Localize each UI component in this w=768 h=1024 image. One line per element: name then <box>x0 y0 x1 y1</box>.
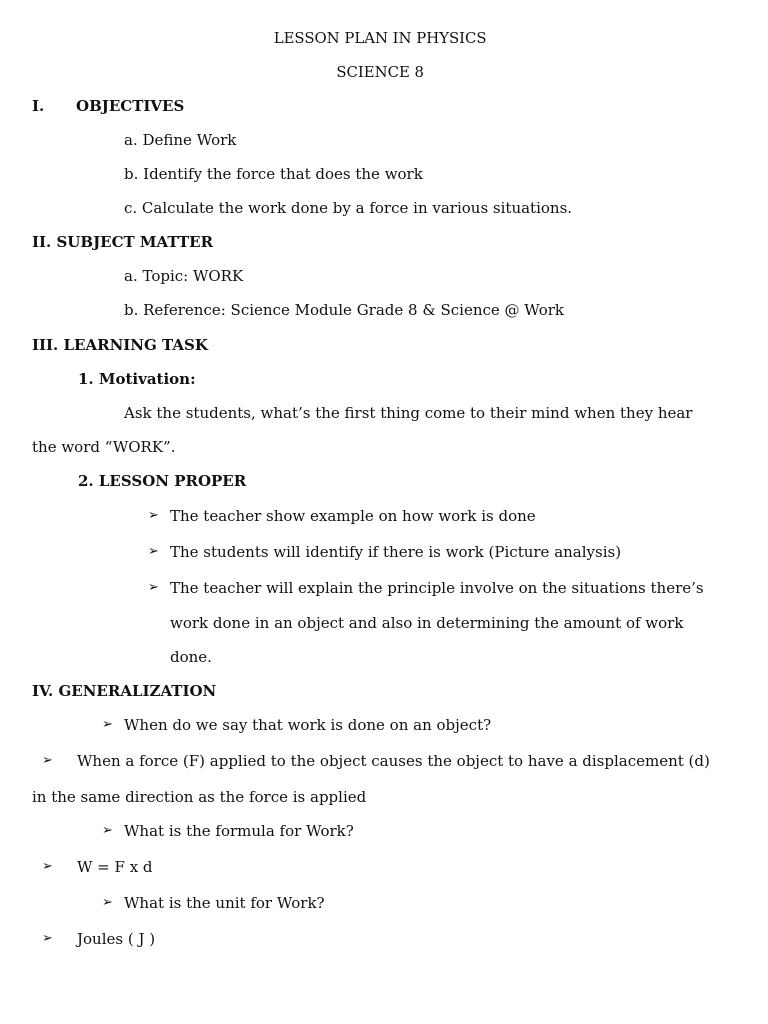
lesson-proper-bullet: The teacher show example on how work is done <box>170 507 536 525</box>
generalization-question: What is the formula for Work? <box>124 822 354 840</box>
objective-item: c. Calculate the work done by a force in various situations. <box>124 199 573 217</box>
document-title: LESSON PLAN IN PHYSICS <box>273 29 487 47</box>
bullet-arrow-icon: ➢ <box>42 753 53 768</box>
subheading-lesson-proper: 2. LESSON PROPER <box>78 472 247 490</box>
section-heading-objectives: OBJECTIVES <box>76 97 185 115</box>
bullet-arrow-icon: ➢ <box>148 580 159 595</box>
motivation-text: Ask the students, what’s the first thing come to their mind when they hear <box>124 404 693 422</box>
section-numeral-objectives: I. <box>32 97 45 115</box>
bullet-arrow-icon: ➢ <box>102 895 113 910</box>
lesson-proper-bullet: The students will identify if there is work (Picture analysis) <box>170 543 622 561</box>
objective-item: b. Identify the force that does the work <box>124 165 423 183</box>
bullet-arrow-icon: ➢ <box>42 931 53 946</box>
objective-item: a. Define Work <box>124 131 237 149</box>
generalization-answer-continuation: in the same direction as the force is applied <box>32 788 367 806</box>
document-subtitle: SCIENCE 8 <box>336 63 424 81</box>
generalization-question: When do we say that work is done on an object? <box>124 716 492 734</box>
motivation-text: the word “WORK”. <box>32 438 176 456</box>
bullet-arrow-icon: ➢ <box>148 544 159 559</box>
bullet-arrow-icon: ➢ <box>148 508 159 523</box>
generalization-answer: W = F x d <box>77 858 153 876</box>
subheading-motivation: 1. Motivation: <box>78 370 196 388</box>
section-heading-subject-matter: II. SUBJECT MATTER <box>32 233 214 251</box>
bullet-arrow-icon: ➢ <box>102 717 113 732</box>
generalization-question: What is the unit for Work? <box>124 894 325 912</box>
section-heading-generalization: IV. GENERALIZATION <box>32 682 217 700</box>
lesson-proper-bullet: The teacher will explain the principle involve on the situations there’s <box>170 579 704 597</box>
bullet-arrow-icon: ➢ <box>102 823 113 838</box>
lesson-proper-bullet-continuation: done. <box>170 648 212 666</box>
generalization-answer: When a force (F) applied to the object causes the object to have a displacement (d) <box>77 752 710 770</box>
lesson-proper-bullet-continuation: work done in an object and also in determining the amount of work <box>170 614 684 632</box>
generalization-answer: Joules ( J ) <box>77 930 156 948</box>
section-heading-learning-task: III. LEARNING TASK <box>32 336 208 354</box>
bullet-arrow-icon: ➢ <box>42 859 53 874</box>
subject-matter-item: b. Reference: Science Module Grade 8 & Science @ Work <box>124 301 564 319</box>
subject-matter-item: a. Topic: WORK <box>124 267 244 285</box>
